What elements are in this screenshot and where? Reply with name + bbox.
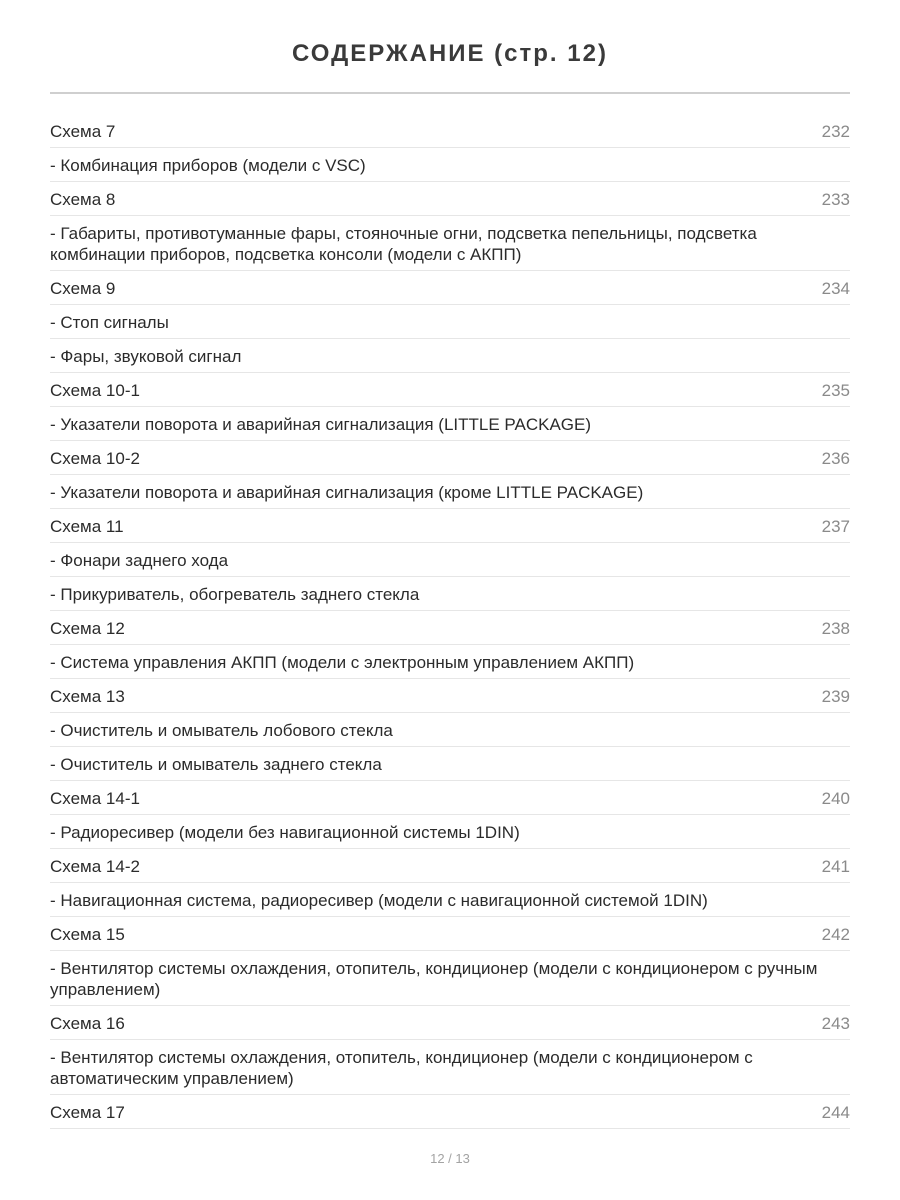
toc-section-label: Схема 10-1: [50, 381, 140, 400]
toc-item-row[interactable]: [50, 645, 850, 679]
toc-section-label: Схема 9: [50, 279, 116, 298]
toc-item-label: - Фары, звуковой сигнал: [50, 347, 242, 366]
toc-section-label: Схема 14-1: [50, 789, 140, 808]
toc-page-number: 233: [821, 190, 850, 209]
page-counter: 12 / 13: [430, 1151, 470, 1166]
page-title: СОДЕРЖАНИЕ (стр. 12): [292, 40, 608, 67]
toc-section-label: Схема 13: [50, 687, 125, 706]
toc-item-row[interactable]: [50, 747, 850, 781]
toc-section-row[interactable]: [50, 917, 850, 951]
toc-item-label: - Радиоресивер (модели без навигационной системы 1DIN): [50, 823, 520, 842]
toc-section-row[interactable]: [50, 441, 850, 475]
toc-item-label: - Прикуриватель, обогреватель заднего стекла: [50, 585, 420, 604]
toc-item-row[interactable]: [50, 713, 850, 747]
toc-section-label: Схема 14-2: [50, 857, 140, 876]
toc-item-row[interactable]: [50, 543, 850, 577]
toc-item-label: - Стоп сигналы: [50, 313, 169, 332]
toc-section-label: Схема 17: [50, 1103, 125, 1122]
toc-item-row[interactable]: [50, 339, 850, 373]
toc-page-number: 232: [821, 122, 850, 141]
toc-item-row[interactable]: [50, 305, 850, 339]
toc-section-row[interactable]: [50, 271, 850, 305]
toc-item-label: - Система управления АКПП (модели с электронным управлением АКПП): [50, 653, 635, 672]
toc-section-row[interactable]: [50, 679, 850, 713]
toc-section-row[interactable]: [50, 1006, 850, 1040]
toc-section-row[interactable]: [50, 781, 850, 815]
toc-section-label: Схема 10-2: [50, 449, 140, 468]
table-of-contents: [50, 114, 850, 1129]
toc-item-label: - Вентилятор системы охлаждения, отопитель, кондиционер (модели с кондиционером с ручным управлением): [50, 959, 818, 999]
toc-page-number: 238: [821, 619, 850, 638]
title-divider: [50, 92, 850, 94]
toc-item-label: - Навигационная система, радиоресивер (модели с навигационной системой 1DIN): [50, 891, 708, 910]
toc-page-number: 241: [821, 857, 850, 876]
toc-section-row[interactable]: [50, 373, 850, 407]
toc-item-label: - Очиститель и омыватель лобового стекла: [50, 721, 393, 740]
toc-item-label: - Вентилятор системы охлаждения, отопитель, кондиционер (модели с кондиционером с автоматическим управлением): [50, 1048, 753, 1088]
toc-section-label: Схема 16: [50, 1014, 125, 1033]
toc-page-number: 242: [821, 925, 850, 944]
toc-section-row[interactable]: [50, 182, 850, 216]
toc-item-row[interactable]: [50, 148, 850, 182]
toc-section-row[interactable]: [50, 114, 850, 148]
toc-section-row[interactable]: [50, 611, 850, 645]
toc-item-row[interactable]: [50, 407, 850, 441]
toc-item-label: - Комбинация приборов (модели с VSC): [50, 156, 366, 175]
toc-item-row[interactable]: [50, 815, 850, 849]
toc-item-row[interactable]: [50, 1040, 850, 1095]
toc-page-number: 237: [821, 517, 850, 536]
toc-page-number: 243: [821, 1014, 850, 1033]
toc-item-row[interactable]: [50, 216, 850, 271]
toc-page-number: 236: [821, 449, 850, 468]
toc-item-label: - Фонари заднего хода: [50, 551, 229, 570]
toc-item-label: - Указатели поворота и аварийная сигнализация (кроме LITTLE PACKAGE): [50, 483, 644, 502]
toc-item-row[interactable]: [50, 577, 850, 611]
toc-section-label: Схема 11: [50, 517, 124, 536]
toc-item-label: - Габариты, противотуманные фары, стояночные огни, подсветка пепельницы, подсветка комбинации приборов, подсветка консоли (модели с АКПП): [50, 224, 757, 264]
toc-section-row[interactable]: [50, 1095, 850, 1129]
toc-item-row[interactable]: [50, 475, 850, 509]
toc-item-label: - Указатели поворота и аварийная сигнализация (LITTLE PACKAGE): [50, 415, 592, 434]
toc-section-label: Схема 12: [50, 619, 125, 638]
toc-item-row[interactable]: [50, 951, 850, 1006]
toc-section-label: Схема 7: [50, 122, 116, 141]
toc-section-row[interactable]: [50, 509, 850, 543]
toc-page-number: 239: [821, 687, 850, 706]
toc-section-row[interactable]: [50, 849, 850, 883]
toc-item-row[interactable]: [50, 883, 850, 917]
toc-item-label: - Очиститель и омыватель заднего стекла: [50, 755, 382, 774]
toc-page-number: 235: [821, 381, 850, 400]
toc-page-number: 234: [821, 279, 850, 298]
toc-section-label: Схема 8: [50, 190, 116, 209]
toc-section-label: Схема 15: [50, 925, 125, 944]
toc-page-number: 240: [821, 789, 850, 808]
toc-page-number: 244: [821, 1103, 850, 1122]
